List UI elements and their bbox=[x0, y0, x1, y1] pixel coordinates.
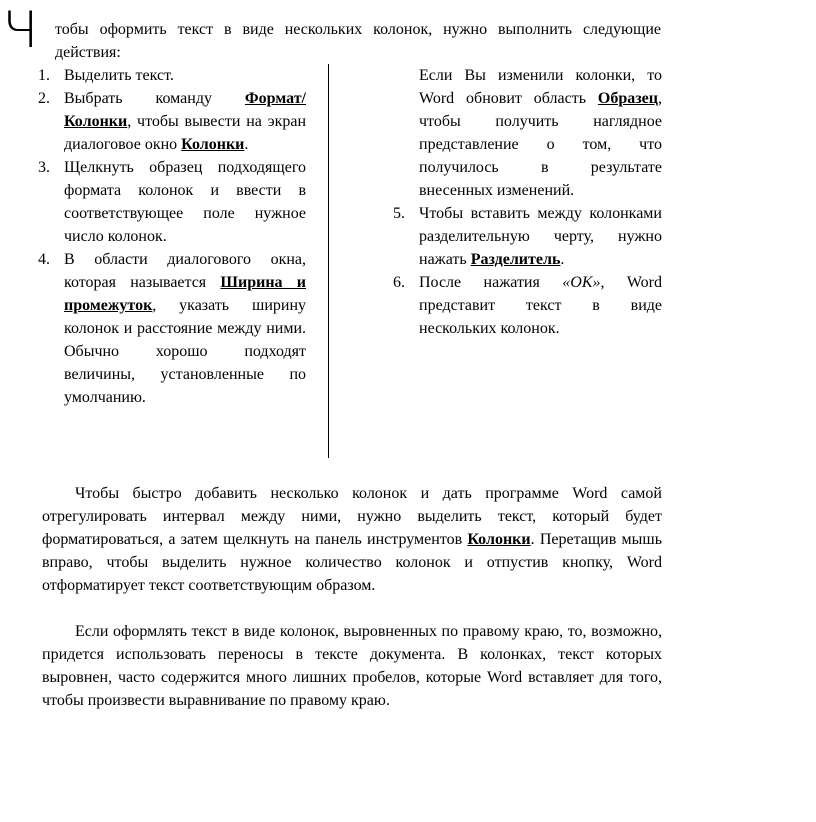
left-column bbox=[30, 64, 306, 409]
text-run: Выделить текст. bbox=[64, 67, 174, 84]
step-item bbox=[30, 87, 306, 156]
intro-text: тобы оформить текст в виде нескольких колонок, нужно выполнить следующие действия: bbox=[55, 21, 661, 61]
step-item bbox=[385, 271, 662, 340]
italic-text: «ОК» bbox=[562, 274, 601, 291]
step-item bbox=[30, 156, 306, 248]
menu-term: Ширина и промежуток bbox=[64, 274, 307, 314]
drop-cap-letter: Ч bbox=[2, 1, 39, 59]
text-run: Чтобы быстро добавить несколько колонок и дать программе Word самой отрегулировать интервал между ними, нужно выделить текст, который будет форматироваться, а затем щелкнуть на панель инструментов bbox=[42, 485, 662, 548]
step-number: 6. bbox=[393, 274, 405, 291]
text-run: , Word представит текст в виде нескольких колонок. bbox=[419, 274, 662, 337]
menu-term: Колонки bbox=[181, 136, 245, 153]
right-step-list bbox=[385, 64, 662, 340]
step-item bbox=[385, 64, 662, 202]
text-run: Если оформлять текст в виде колонок, выровненных по правому краю, то, возможно, придется использовать переносы в тексте документа. В колонках, текст которых выровнен, часто содержится много лишних пробелов, которые Word вставляет для того, чтобы произвести выравнивание по правому краю. bbox=[42, 623, 662, 709]
text-run: . Перетащив мышь вправо, чтобы выделить нужное количество колонок и отпустив кнопку, Word отформатирует текст соответствующим образом. bbox=[42, 531, 662, 594]
step-number: 4. bbox=[38, 251, 50, 268]
text-run: , указать ширину колонок и расстояние между ними. Обычно хорошо подходят величины, установленные по умолчанию. bbox=[64, 297, 306, 406]
step-item bbox=[30, 248, 306, 409]
text-run: . bbox=[560, 251, 565, 268]
text-run: Чтобы вставить между колонками разделительную черту, нужно нажать bbox=[419, 205, 662, 268]
paragraph-quick-columns bbox=[42, 482, 662, 597]
text-run: , чтобы получить наглядное представление о том, что получилось в результате внесенных изменений. bbox=[419, 90, 662, 199]
paragraph-right-aligned bbox=[42, 620, 662, 712]
menu-term: Формат/ Колонки bbox=[64, 90, 306, 130]
step-number: 5. bbox=[393, 205, 405, 222]
text-run: , чтобы вывести на экран диалоговое окно bbox=[64, 113, 306, 153]
step-number: 3. bbox=[38, 159, 50, 176]
column-divider bbox=[328, 64, 329, 458]
right-column bbox=[385, 64, 662, 340]
step-item bbox=[385, 202, 662, 271]
text-run: Выбрать команду bbox=[64, 90, 245, 107]
text-run: Если Вы изменили колонки, то Word обновит область bbox=[419, 67, 662, 107]
menu-term: Колонки bbox=[467, 531, 531, 548]
step-number: 2. bbox=[38, 90, 50, 107]
text-run: После нажатия bbox=[419, 274, 563, 291]
text-run: . bbox=[244, 136, 249, 153]
step-number: 1. bbox=[38, 67, 50, 84]
text-run: Щелкнуть образец подходящего формата колонок и ввести в соответствующее поле нужное число колонок. bbox=[64, 159, 306, 245]
menu-term: Разделитель bbox=[470, 251, 561, 268]
left-step-list bbox=[30, 64, 306, 409]
menu-term: Образец bbox=[597, 90, 658, 107]
text-run: В области диалогового окна, которая называется bbox=[64, 251, 306, 291]
step-item bbox=[30, 64, 306, 87]
